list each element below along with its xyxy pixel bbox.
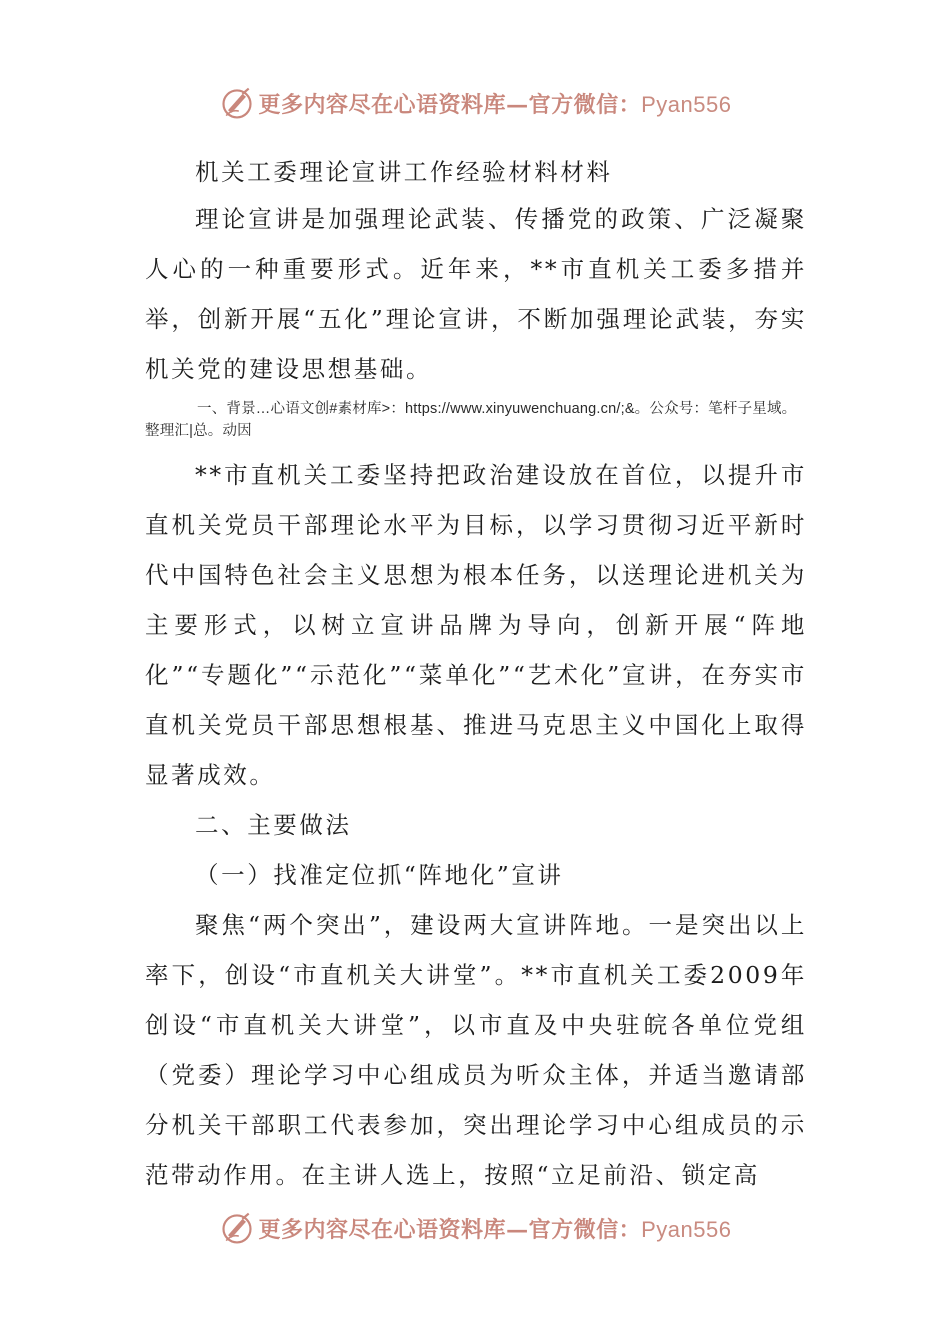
watermark-text <box>259 1213 732 1244</box>
watermark-main-text: 更多内容尽在心语资料库 <box>258 1216 507 1243</box>
watermark-official-label: 官方微信： <box>528 91 642 118</box>
subsection-heading-positioning: （一）找准定位抓“阵地化”宣讲 <box>195 861 564 889</box>
positioning-paragraph: 聚焦“两个突出”，建设两大宣讲阵地。一是突出以上率下，创设“市直机关大讲堂”。**市直机关工委2009年创设“市直机关大讲堂”，以市直及中央驻皖各单位党组（党委）理论学习中心组成员为听众主体，并适当邀请部分机关干部职工代表参加，突出理论学习中心组成员的示范带动作用。在主讲人选上，按照“立足前沿、锁定高 <box>145 911 807 1189</box>
watermark-main-text: 更多内容尽在心语资料库 <box>258 91 507 118</box>
footer-watermark-banner <box>0 1203 950 1253</box>
document-title: 机关工委理论宣讲工作经验材料材料 <box>195 158 613 186</box>
background-paragraph: **市直机关工委坚持把政治建设放在首位，以提升市直机关党员干部理论水平为目标，以学习贯彻习近平新时代中国特色社会主义思想为根本任务，以送理论进机关为主要形式，以树立宣讲品牌为导向，创新开展“阵地化”“专题化”“示范化”“菜单化”“艺术化”宣讲，在夯实市直机关党员干部思想根基、推进马克思主义中国化上取得显著成效。 <box>145 461 807 789</box>
pen-logo-icon <box>219 85 255 121</box>
watermark-official-label: 官方微信： <box>528 1216 642 1243</box>
watermark-wechat-id: Pyan556 <box>641 1216 732 1242</box>
document-body <box>145 150 807 1200</box>
header-watermark-banner <box>0 78 950 128</box>
intro-paragraph: 理论宣讲是加强理论武装、传播党的政策、广泛凝聚人心的一种重要形式。近年来，**市直机关工委多措并举，创新开展“五化”理论宣讲，不断加强理论武装，夯实机关党的建设思想基础。 <box>145 205 807 383</box>
watermark-wechat-id: Pyan556 <box>641 91 732 117</box>
source-note: 一、背景…心语文创#素材库>：https://www.xinyuwenchuang.cn/;&。公众号：笔杆子星域。整理汇|总。动因 <box>145 401 797 439</box>
watermark-dash: — <box>506 91 529 118</box>
watermark-dash: — <box>506 1216 529 1243</box>
watermark-text <box>259 88 732 119</box>
pen-logo-icon <box>219 1210 255 1246</box>
section-heading-main-practices: 二、主要做法 <box>195 811 352 839</box>
